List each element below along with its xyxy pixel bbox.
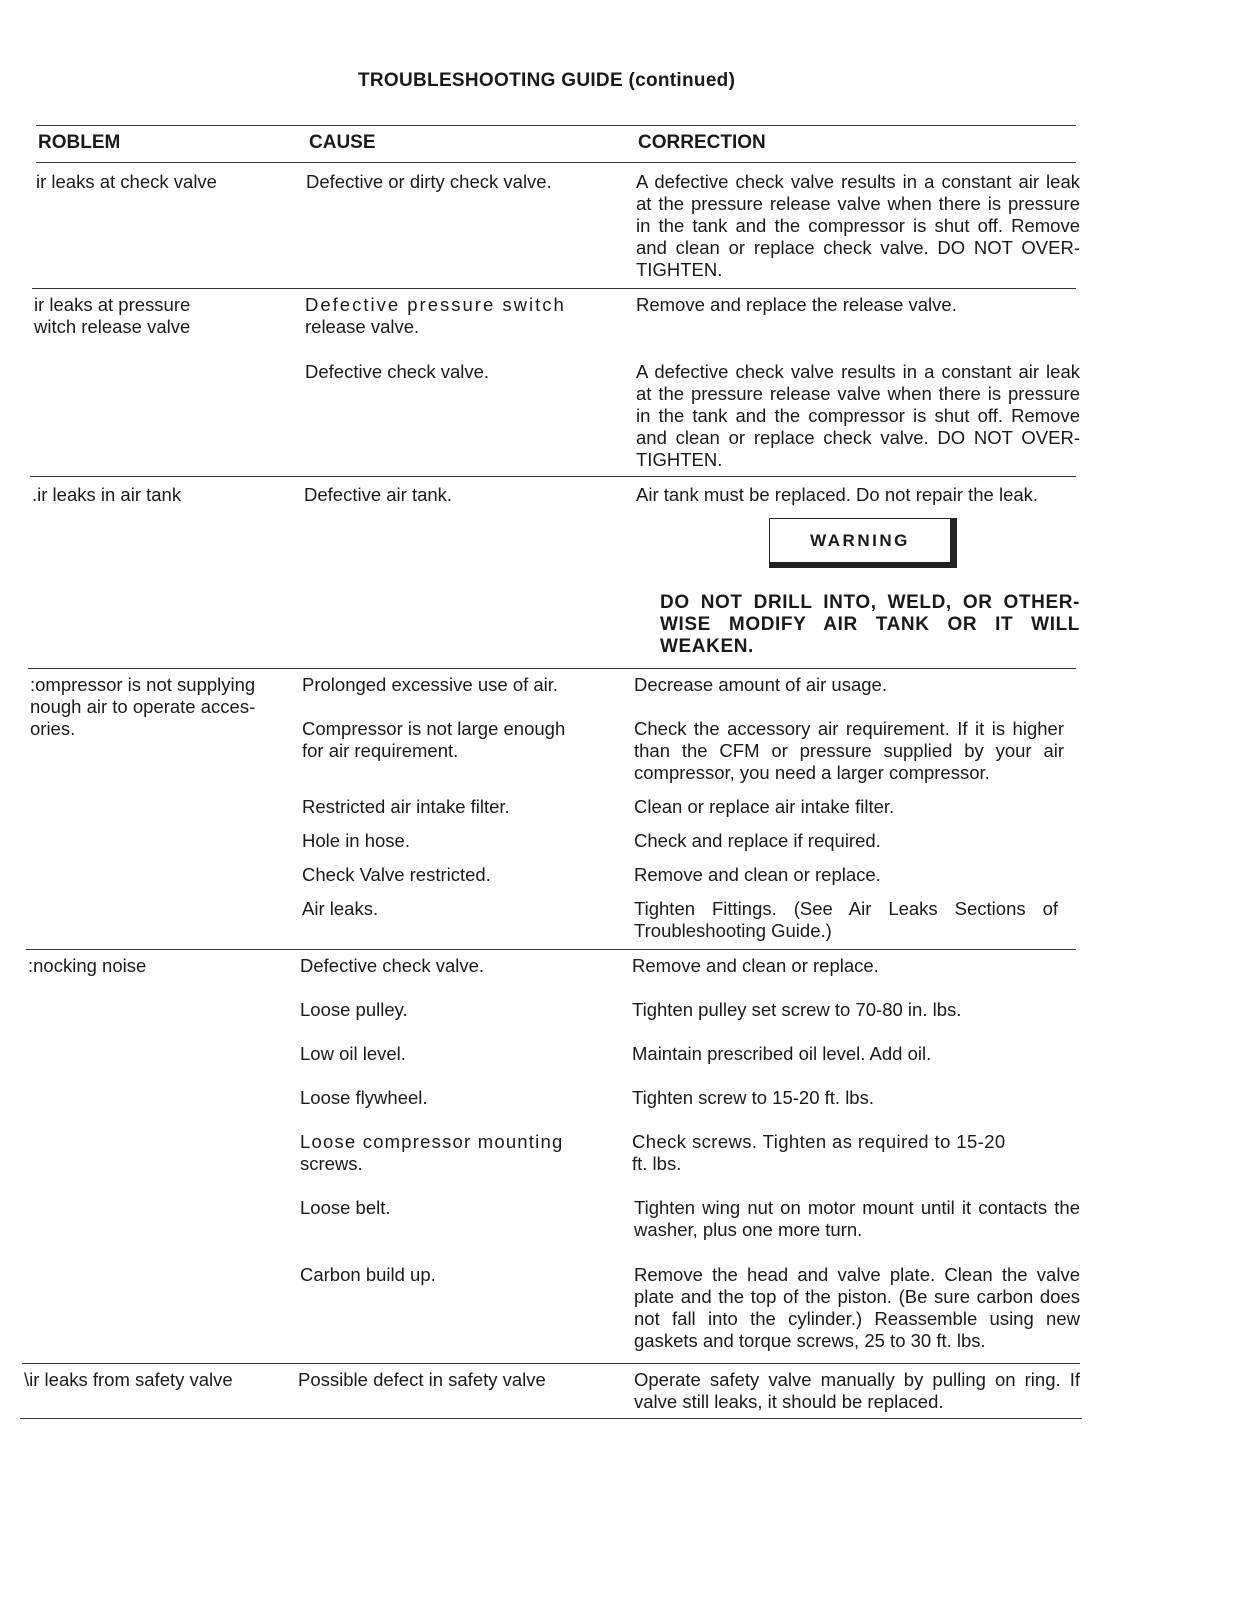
row5-cause-2: Loose pulley. (300, 999, 408, 1020)
row2-cause-a-line2: release valve. (305, 316, 420, 337)
row5-cause-1: Defective check valve. (300, 955, 485, 976)
row4-problem-line2: nough air to operate acces- (30, 696, 256, 717)
header-problem: ROBLEM (38, 132, 121, 153)
row6-problem: \ir leaks from safety valve (24, 1369, 233, 1390)
row2-problem-line2: witch release valve (34, 316, 191, 337)
row5-cause-6: Loose belt. (300, 1197, 391, 1218)
rule-bottom (20, 1418, 1082, 1419)
row5-correction-5-line1: Check screws. Tighten as required to 15-20 (632, 1131, 1006, 1152)
row4-cause-5: Check Valve restricted. (302, 864, 491, 885)
row5-cause-5-line2: screws. (300, 1153, 363, 1174)
rule-row4 (26, 949, 1076, 950)
row4-problem-line1: :ompressor is not supplying (30, 674, 256, 695)
row5-correction-6: Tighten wing nut on motor mount until it contacts the washer, plus one more turn. (634, 1197, 1080, 1240)
row3-problem: .ir leaks in air tank (32, 484, 182, 505)
row5-problem: :nocking noise (28, 955, 147, 976)
row2-cause-b: Defective check valve. (305, 361, 490, 382)
row4-correction-6: Tighten Fittings. (See Air Leaks Sections of Troubleshooting Guide.) (634, 898, 1058, 941)
row5-correction-1: Remove and clean or replace. (632, 955, 879, 976)
row5-correction-3: Maintain prescribed oil level. Add oil. (632, 1043, 932, 1064)
row4-problem-line3: ories. (30, 718, 76, 739)
rule-row2 (30, 476, 1076, 477)
row4-correction-5: Remove and clean or replace. (634, 864, 881, 885)
row4-correction-4: Check and replace if required. (634, 830, 881, 851)
row4-cause-4: Hole in hose. (302, 830, 410, 851)
rule-header (36, 162, 1076, 163)
header-cause: CAUSE (309, 132, 376, 153)
row2-problem-line1: ir leaks at pressure (34, 294, 191, 315)
row5-cause-7: Carbon build up. (300, 1264, 436, 1285)
row5-correction-2: Tighten pulley set screw to 70-80 in. lbs. (632, 999, 962, 1020)
row4-cause-2-line1: Compressor is not large enough (302, 718, 566, 739)
row3-correction: Air tank must be replaced. Do not repair the leak. (636, 484, 1039, 505)
page-title: TROUBLESHOOTING GUIDE (continued) (358, 70, 736, 91)
rule-row1 (32, 288, 1076, 289)
row6-cause: Possible defect in safety valve (298, 1369, 546, 1390)
row1-problem: ir leaks at check valve (36, 171, 217, 192)
row3-cause: Defective air tank. (304, 484, 453, 505)
warning-text: DO NOT DRILL INTO, WELD, OR OTHER-WISE MODIFY AIR TANK OR IT WILL WEAKEN. (660, 592, 1080, 657)
row1-correction: A defective check valve results in a constant air leak at the pressure release valve when there is pressure in the tank and the compressor is shut off. Remove and clean or replace check valve. DO NOT OVER-TIGHTEN. (636, 171, 1080, 280)
row5-cause-3: Low oil level. (300, 1043, 406, 1064)
warning-label: WARNING (810, 530, 910, 550)
row4-cause-2-line2: for air requirement. (302, 740, 459, 761)
row5-correction-5-line2: ft. lbs. (632, 1153, 682, 1174)
row4-cause-6: Air leaks. (302, 898, 379, 919)
row5-correction-7: Remove the head and valve plate. Clean the valve plate and the top of the piston. (Be sure carbon does not fall into the cylinder.) Reassemble using new gaskets and torque screws, 25 to 30 ft. lbs. (634, 1264, 1080, 1351)
rule-top (36, 125, 1076, 126)
row5-correction-4: Tighten screw to 15-20 ft. lbs. (632, 1087, 874, 1108)
row4-cause-3: Restricted air intake filter. (302, 796, 510, 817)
rule-row5 (22, 1363, 1080, 1364)
row2-cause-a-line1: Defective pressure switch (305, 294, 566, 315)
row4-cause-1: Prolonged excessive use of air. (302, 674, 559, 695)
row4-correction-3: Clean or replace air intake filter. (634, 796, 895, 817)
row6-correction: Operate safety valve manually by pulling on ring. If valve still leaks, it should be replaced. (634, 1369, 1080, 1412)
row4-correction-2: Check the accessory air requirement. If it is higher than the CFM or pressure supplied by your air compressor, you need a larger compressor. (634, 718, 1064, 783)
row2-correction-a: Remove and replace the release valve. (636, 294, 957, 315)
warning-box (769, 518, 957, 568)
header-correction: CORRECTION (638, 132, 766, 153)
rule-row3 (28, 668, 1076, 669)
row1-cause: Defective or dirty check valve. (306, 171, 552, 192)
row2-correction-b: A defective check valve results in a constant air leak at the pressure release valve when there is pressure in the tank and the compressor is shut off. Remove and clean or replace check valve. DO NOT OVER-TIGHTEN. (636, 361, 1080, 470)
row4-correction-1: Decrease amount of air usage. (634, 674, 887, 695)
row5-cause-5-line1: Loose compressor mounting (300, 1131, 564, 1152)
row5-cause-4: Loose flywheel. (300, 1087, 428, 1108)
